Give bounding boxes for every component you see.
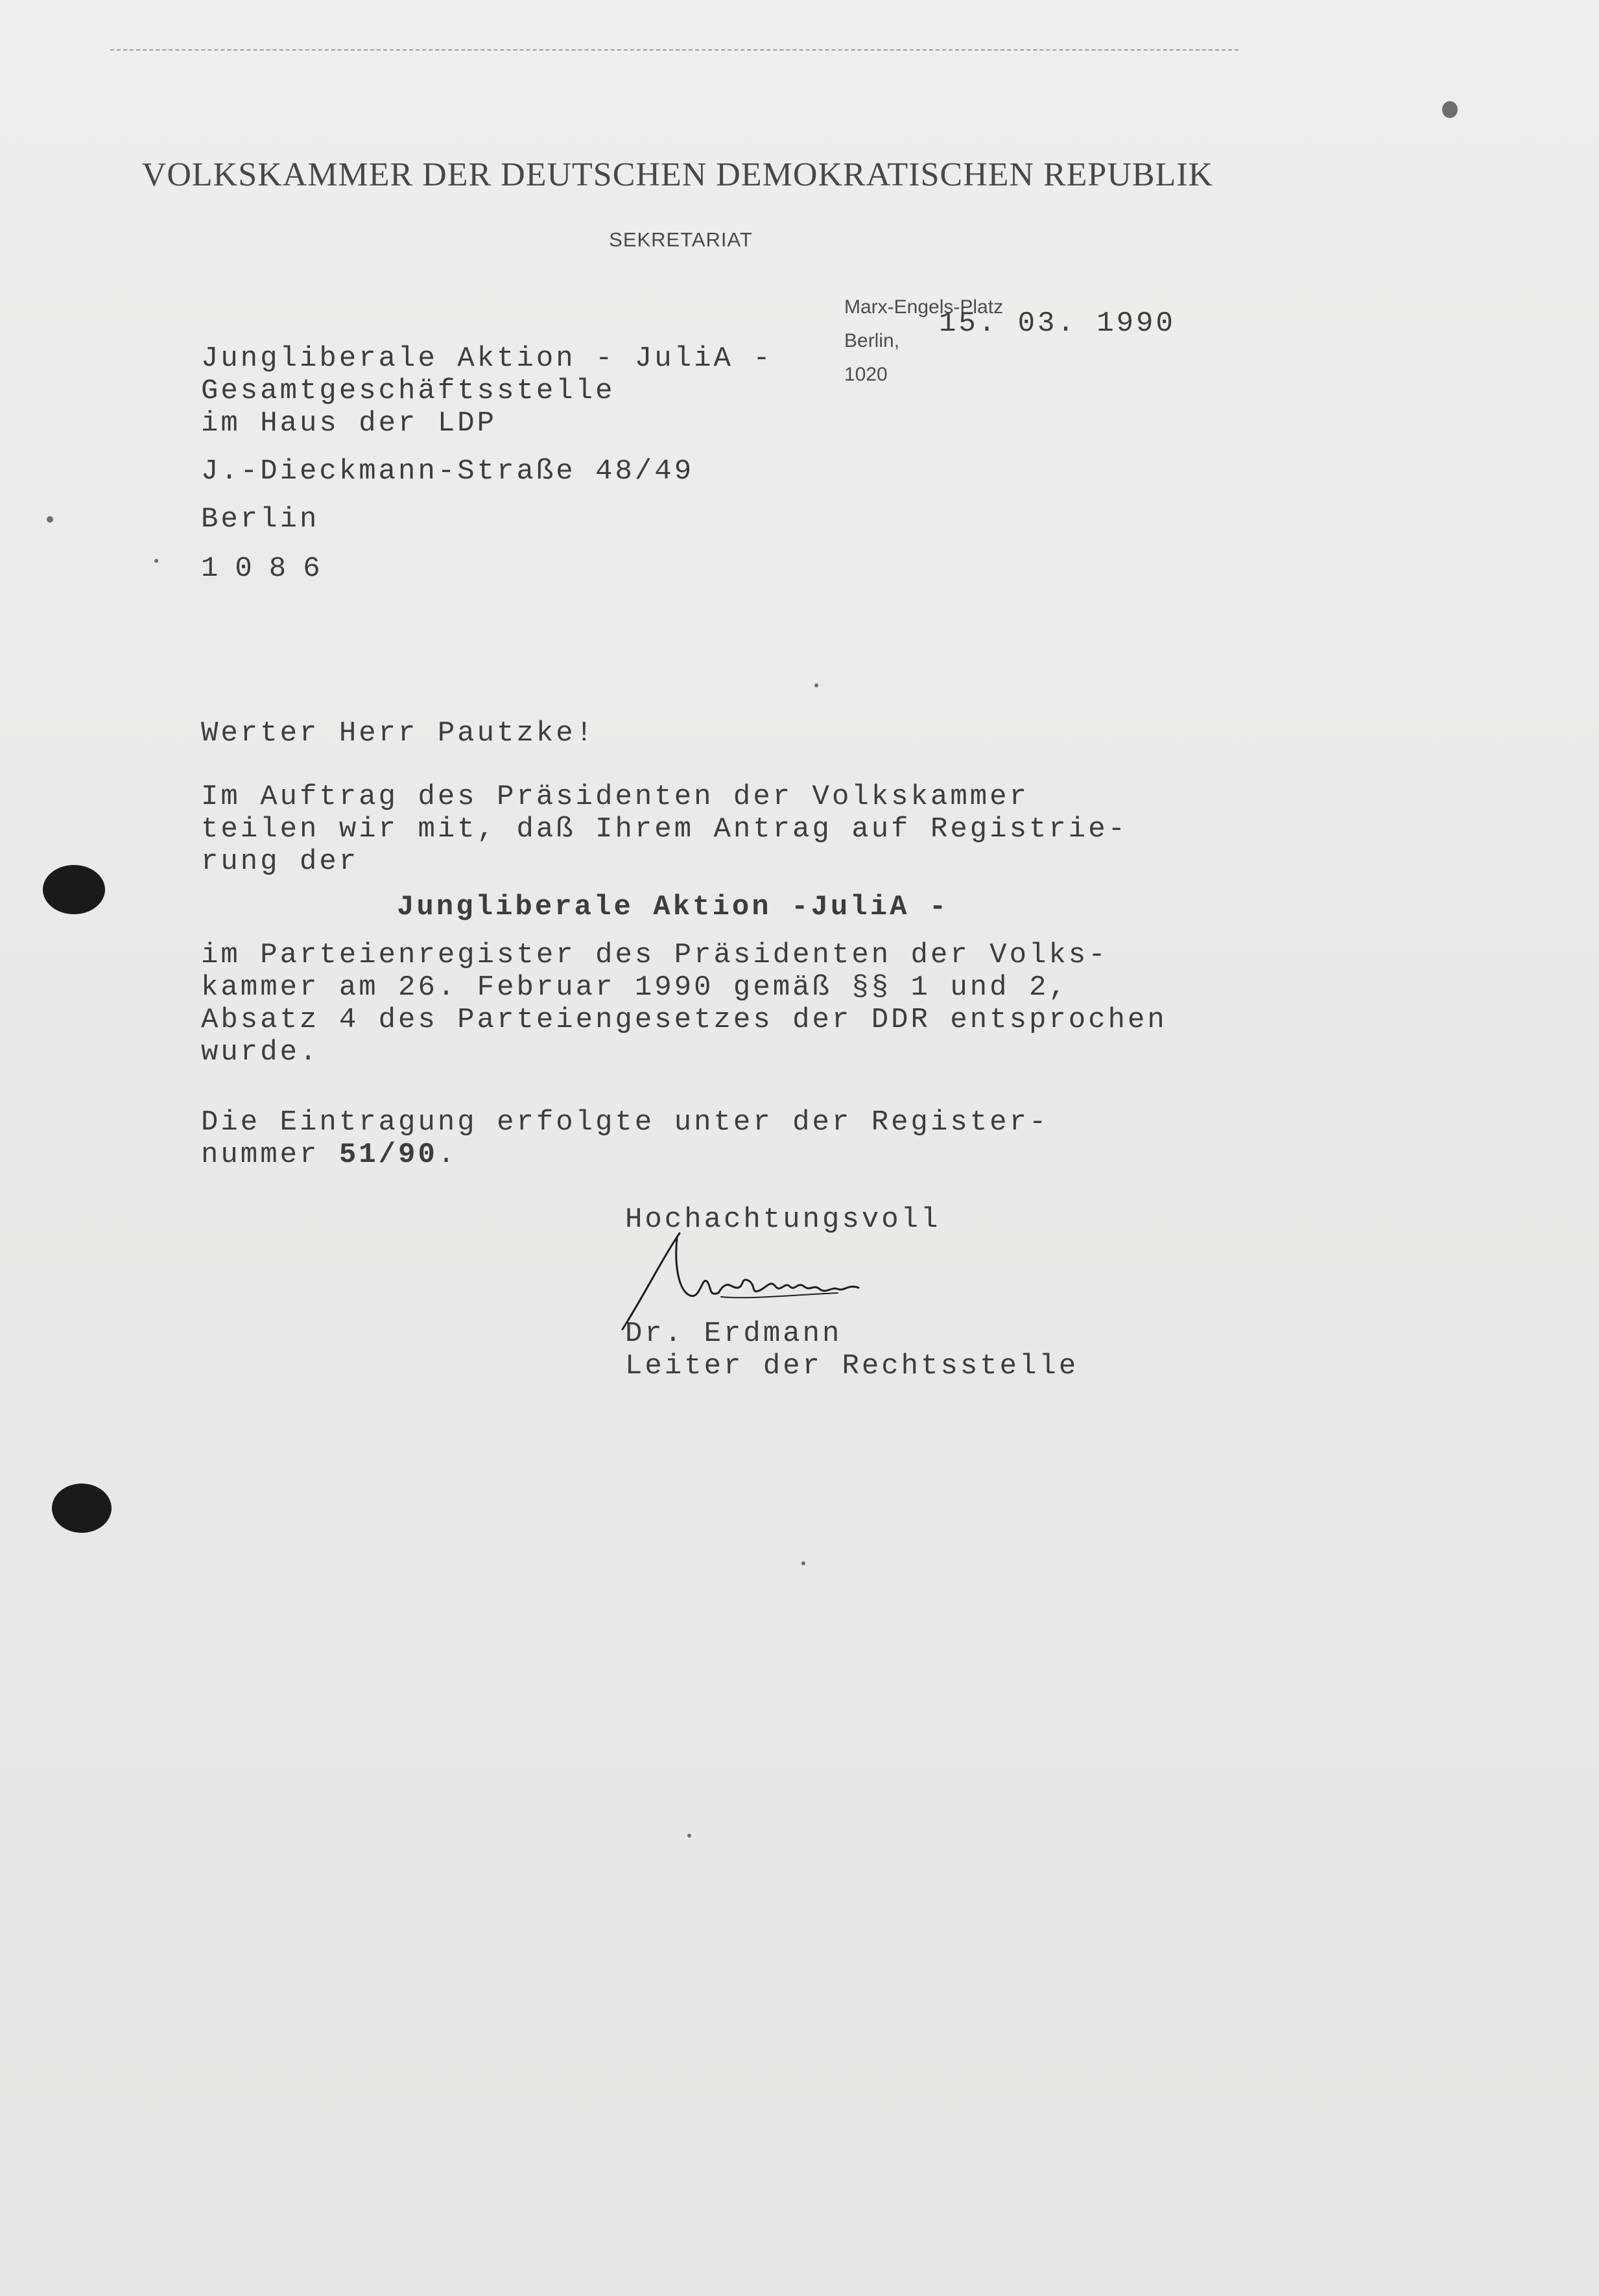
- sender-postcode: 1020: [844, 364, 888, 385]
- recipient-city: Berlin: [201, 503, 320, 536]
- paper-speck: [1442, 101, 1458, 118]
- sender-address: [844, 290, 1003, 392]
- register-prefix: nummer: [201, 1139, 339, 1171]
- recipient-line: Jungliberale Aktion - JuliA -: [201, 342, 773, 375]
- sender-city: Berlin,: [844, 330, 900, 351]
- recipient-address: [201, 342, 773, 440]
- body-paragraph-2: [201, 939, 1167, 1069]
- paragraph-line: wurde.: [201, 1036, 320, 1069]
- paragraph-line: teilen wir mit, daß Ihrem Antrag auf Registrie-: [201, 813, 1128, 846]
- paragraph-line: Im Auftrag des Präsidenten der Volkskammer: [201, 781, 1029, 813]
- recipient-line: im Haus der LDP: [201, 407, 497, 440]
- recipient-street: J.-Dieckmann-Straße 48/49: [201, 455, 694, 488]
- paper-speck: [154, 559, 158, 563]
- letterhead-organization: VOLKSKAMMER DER DEUTSCHEN DEMOKRATISCHEN REPUBLIK: [141, 156, 1214, 193]
- paragraph-line: kammer am 26. Februar 1990 gemäß §§ 1 und 2,: [201, 971, 1069, 1004]
- paper-speck: [47, 516, 53, 523]
- punch-hole: [52, 1484, 112, 1533]
- recipient-line: Gesamtgeschäftsstelle: [201, 375, 615, 407]
- paper-speck: [687, 1834, 691, 1838]
- paragraph-line: rung der: [201, 846, 359, 878]
- register-suffix: .: [437, 1139, 458, 1171]
- sender-street: Marx-Engels-Platz: [844, 296, 1004, 318]
- signer-name: Dr. Erdmann: [625, 1318, 842, 1350]
- closing-phrase: Hochachtungsvoll: [625, 1203, 941, 1236]
- paragraph-line: im Parteienregister des Präsidenten der Volks-: [201, 939, 1108, 971]
- letterhead-department: SEKRETARIAT: [609, 228, 753, 251]
- top-edge-rule: [110, 49, 1238, 51]
- register-number: 51/90: [338, 1139, 438, 1171]
- letter-date: 15. 03. 1990: [939, 307, 1176, 340]
- signer-block: [625, 1318, 1078, 1382]
- paper-speck: [814, 683, 818, 687]
- body-paragraph-3: [201, 1106, 1048, 1171]
- signer-title: Leiter der Rechtsstelle: [625, 1350, 1079, 1382]
- salutation: Werter Herr Pautzke!: [201, 717, 596, 750]
- paragraph-line: [201, 1139, 1048, 1171]
- paragraph-line: Absatz 4 des Parteiengesetzes der DDR entsprochen: [201, 1004, 1167, 1036]
- party-name: Jungliberale Aktion -JuliA -: [397, 891, 949, 923]
- punch-hole: [43, 865, 105, 914]
- paragraph-line: Die Eintragung erfolgte unter der Register-: [201, 1106, 1049, 1139]
- recipient-postcode: 1086: [201, 552, 337, 585]
- body-paragraph-1: [201, 781, 1128, 878]
- paper-speck: [801, 1561, 805, 1565]
